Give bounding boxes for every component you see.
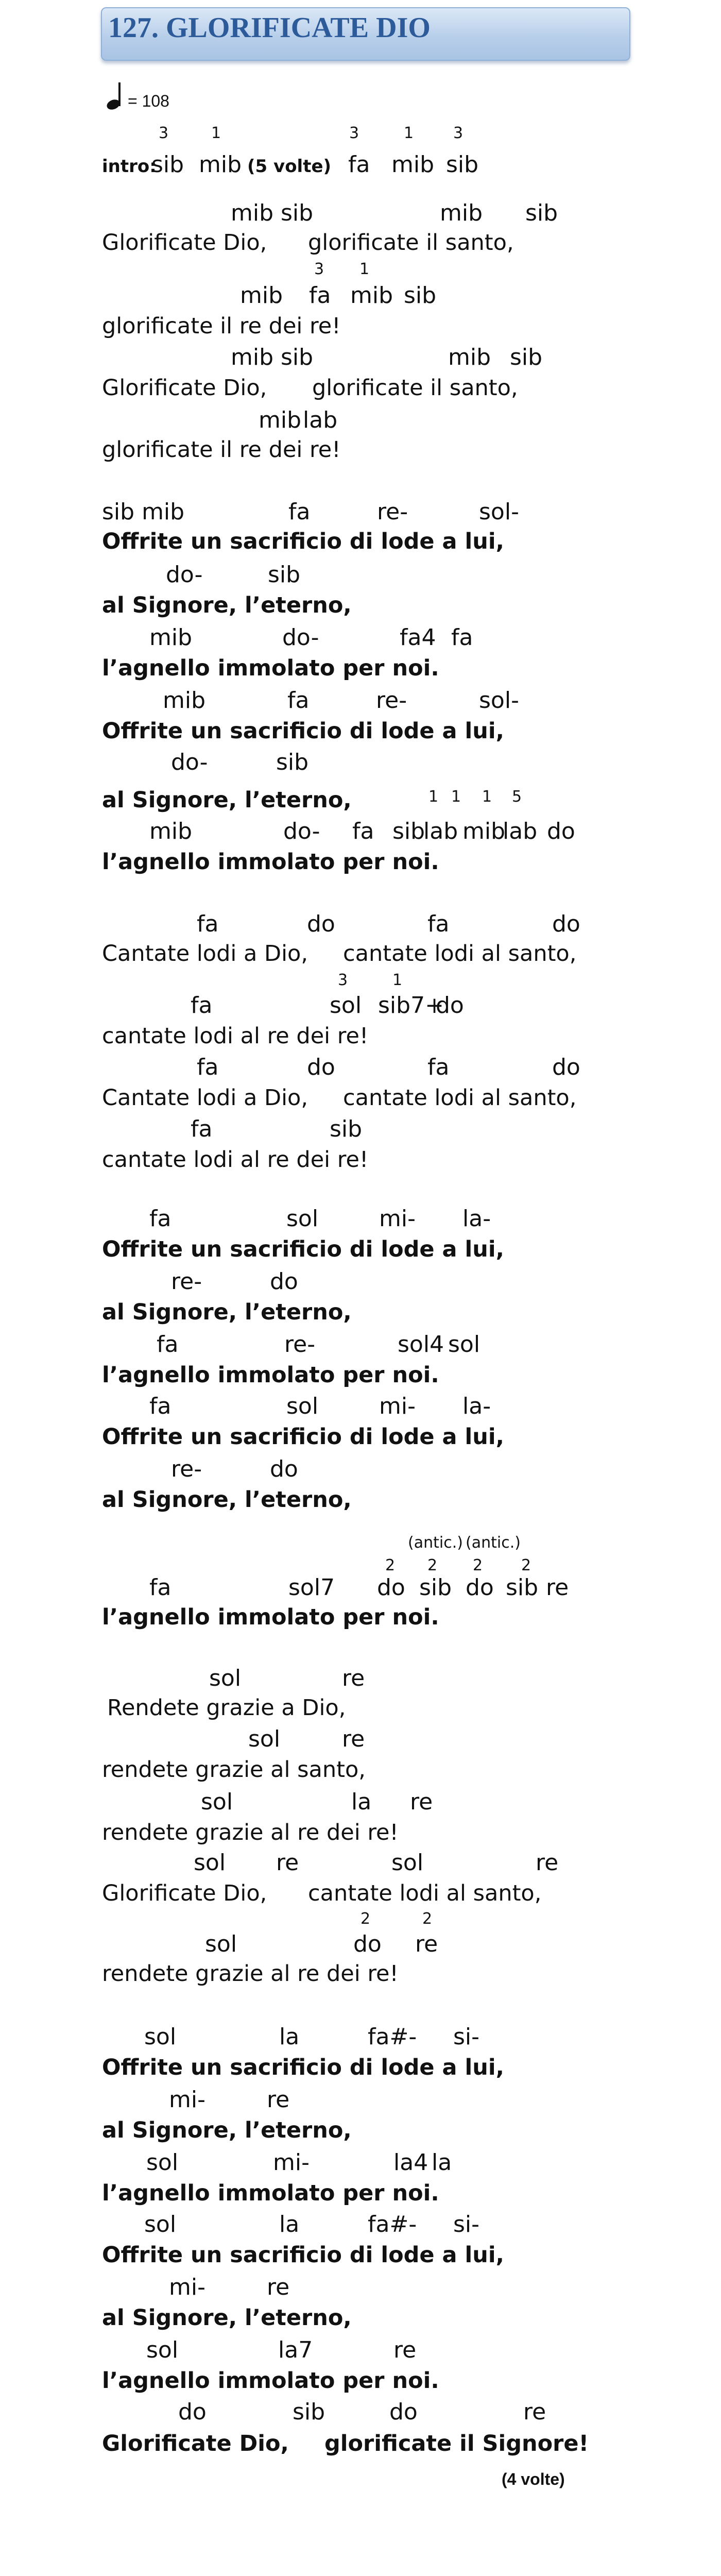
chord: sol [209,1665,242,1691]
chord: fa [287,687,310,714]
chord: la [351,1789,372,1815]
chord: sol4 [398,1331,444,1358]
chord: re [267,2274,290,2300]
chord: fa [288,499,311,525]
lyric-line: l’agnello immolato per noi. [102,655,439,681]
anticipation-note: (antic.) [408,1534,463,1552]
chord: do- [282,624,319,651]
chord: sol [391,1850,424,1876]
chord: do- [166,562,203,588]
fingering: 5 [512,788,522,806]
lyric-line: Glorificate Dio, [102,375,267,401]
chord: mib [440,200,483,226]
chord: sib [446,151,479,178]
chord: la- [462,1393,491,1419]
chord: do [547,818,575,844]
chord: la [279,2211,300,2238]
chord: re [276,1850,299,1876]
chord: sib [506,1574,539,1601]
chord: fa [191,1116,213,1142]
chord: sol [146,2337,179,2363]
chord: mi- [169,2274,205,2300]
chord: mib [462,818,506,844]
lyric-line: al Signore, l’eterno, [102,592,352,618]
lyric-line: rendete grazie al santo, [102,1757,366,1783]
chord: fa [309,282,331,309]
chord: mib sib [231,200,314,226]
chord: sib7+ [378,992,444,1019]
chord: si- [453,2024,480,2050]
lyric-line: l’agnello immolato per noi. [102,2368,439,2394]
lyric-line: cantate lodi al re dei re! [102,1147,369,1173]
chord: mib [259,407,302,433]
chord: sol- [479,499,519,525]
chord: mib [240,282,283,309]
lyric-line: l’agnello immolato per noi. [102,1604,439,1630]
chord: re [342,1726,365,1752]
lyric-line: cantate lodi al santo, [308,1880,542,1906]
chord: do [389,2399,418,2425]
chord: sol [248,1726,281,1752]
lyric-line: l’agnello immolato per noi. [102,2180,439,2206]
chord: sol7 [288,1574,335,1601]
chord: la [279,2024,300,2050]
chord: do [178,2399,207,2425]
lyric-line: Offrite un sacrificio di lode a lui, [102,2242,504,2268]
chord: re [410,1789,433,1815]
lyric-line: cantate lodi al santo, [343,1085,577,1111]
tempo-marking [101,82,204,113]
lyric-line: l’agnello immolato per noi. [102,849,439,875]
fingering: 2 [521,1556,531,1574]
chord: fa [157,1331,179,1358]
lyric-line: Offrite un sacrificio di lode a lui, [102,1424,504,1450]
anticipation-note: (antic.) [466,1534,521,1552]
chord: mib [448,344,491,370]
chord: si- [453,2211,480,2238]
lyric-line: Rendete grazie a Dio, [107,1695,346,1721]
chord: sol [330,992,362,1019]
fingering: 1 [359,260,370,278]
chord: fa [149,1393,171,1419]
chord: sib [392,818,425,844]
chord: do [353,1931,382,1957]
chord: fa [197,1054,219,1080]
lyric-line: al Signore, l’eterno, [102,1299,352,1325]
chord: la- [462,1206,491,1232]
chord: lab [303,407,338,433]
chord: fa [149,1574,171,1601]
chord: re [393,2337,417,2363]
lyric-line: al Signore, l’eterno, [102,2117,352,2143]
fingering: 2 [473,1556,483,1574]
chord: do [436,992,464,1019]
lyric-line: Offrite un sacrificio di lode a lui, [102,529,504,554]
fingering: 1 [211,124,221,142]
lyric-line: Glorificate Dio, [102,230,267,256]
chord: do [307,911,335,937]
lyric-line: glorificate il Signore! [324,2431,589,2456]
chord: mib [149,624,193,651]
lyric-line: l’agnello immolato per noi. [102,1362,439,1388]
fingering: 3 [338,971,348,989]
chord: do [270,1456,298,1482]
chord: sol [146,2149,179,2176]
chord: mib [163,687,206,714]
chord: do [552,911,580,937]
chord: mi- [169,2087,205,2113]
chord: sib mib [102,499,185,525]
fingering: 2 [385,1556,396,1574]
chord: la [432,2149,452,2176]
chord: sol [448,1331,480,1358]
repeat-note: (4 volte) [502,2470,565,2488]
chord: fa [427,911,450,937]
chord: fa [352,818,374,844]
chord: sol [201,1789,233,1815]
lyric-line: glorificate il santo, [312,375,518,401]
chord: mib [149,818,193,844]
lyric-line: glorificate il santo, [308,230,514,256]
fingering: 2 [427,1556,438,1574]
chord: mib [391,151,435,178]
chord: re- [171,1456,202,1482]
chord: re [546,1574,569,1601]
repeat-note: (5 volte) [247,156,332,177]
chord: re- [171,1268,202,1295]
fingering: 1 [392,971,403,989]
chord: sib [510,344,543,370]
chord: re- [284,1331,316,1358]
lyric-line: glorificate il re dei re! [102,313,341,339]
fingering: 1 [482,788,492,806]
chord: fa#- [368,2024,417,2050]
fingering: 1 [451,788,461,806]
chord: fa [197,911,219,937]
fingering: 2 [360,1910,371,1928]
lyric-line: al Signore, l’eterno, [102,787,352,813]
fingering: 1 [428,788,439,806]
chord: fa [451,624,473,651]
chord: mi- [273,2149,310,2176]
fingering: 1 [404,124,414,142]
chord: lab [503,818,538,844]
intro-label: intro: [102,156,157,177]
song-title: 127. GLORIFICATE DIO [108,12,431,44]
chord: sib [404,282,437,309]
chord: sib [293,2399,325,2425]
lyric-line: glorificate il re dei re! [102,437,341,463]
chord: sib [151,151,184,178]
lyric-line: Cantate lodi a Dio, [102,1085,308,1111]
fingering: 3 [314,260,324,278]
chord: sol [286,1393,319,1419]
lyric-line: cantate lodi al santo, [343,941,577,967]
chord: la4 [393,2149,428,2176]
lyric-line: al Signore, l’eterno, [102,2305,352,2331]
chord: mi- [379,1393,416,1419]
chord: re- [377,499,408,525]
lyric-line: Offrite un sacrificio di lode a lui, [102,2055,504,2080]
chord: mi- [379,1206,416,1232]
chord: sib [268,562,301,588]
chord: fa#- [368,2211,417,2238]
chord: sol [144,2211,177,2238]
chord: sib [419,1574,452,1601]
tempo-value: = 108 [128,92,169,110]
chord: re [267,2087,290,2113]
chord: re [342,1665,365,1691]
lyric-line: Offrite un sacrificio di lode a lui, [102,1236,504,1262]
fingering: 3 [453,124,464,142]
chord: do- [283,818,320,844]
chord: do [466,1574,494,1601]
chord: sol [205,1931,237,1957]
chord: mib [199,151,242,178]
chord: fa [427,1054,450,1080]
chord: fa [191,992,213,1019]
chord: re [415,1931,438,1957]
chord: sol [144,2024,177,2050]
chord: do- [171,749,208,775]
chord: mib [350,282,393,309]
fingering: 3 [349,124,359,142]
chord: re- [376,687,407,714]
chord: la7 [278,2337,313,2363]
lyric-line: al Signore, l’eterno, [102,1487,352,1513]
chord: sib [525,200,558,226]
chord: mib sib [231,344,314,370]
chord: sol [286,1206,319,1232]
chord: fa4 [400,624,436,651]
chord: fa [149,1206,171,1232]
chord: re [523,2399,546,2425]
lyric-line: cantate lodi al re dei re! [102,1023,369,1049]
chord: do [552,1054,580,1080]
fingering: 3 [159,124,169,142]
lyric-line: Glorificate Dio, [102,2431,289,2456]
chord: do [270,1268,298,1295]
chord: do [377,1574,405,1601]
lyric-line: Glorificate Dio, [102,1880,267,1906]
chord: fa [348,151,370,178]
chord: re [536,1850,559,1876]
chord: sib [276,749,309,775]
chord: lab [423,818,458,844]
chord: sib [330,1116,363,1142]
lyric-line: Offrite un sacrificio di lode a lui, [102,718,504,744]
lyric-line: Cantate lodi a Dio, [102,941,308,967]
lyric-line: rendete grazie al re dei re! [102,1961,399,1987]
chord: sol [194,1850,226,1876]
fingering: 2 [422,1910,433,1928]
chord: do [307,1054,335,1080]
chord: sol- [479,687,519,714]
lyric-line: rendete grazie al re dei re! [102,1820,399,1845]
